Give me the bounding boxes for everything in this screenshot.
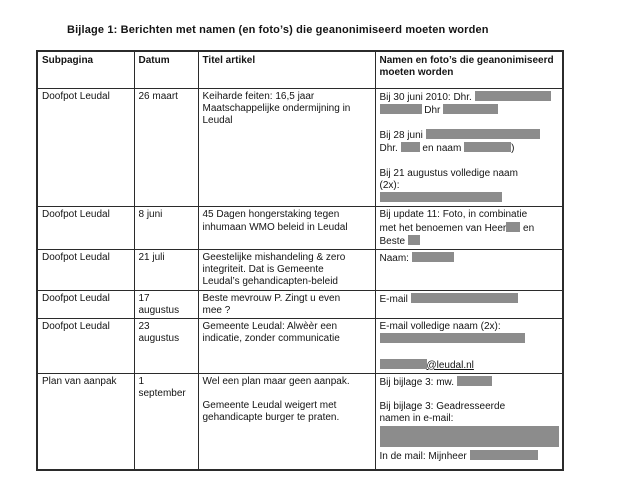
text-line [139,209,195,221]
cell-titel-artikel [198,249,375,290]
text-line [42,209,131,221]
text-line [380,359,559,372]
column-header-titel-artikel: Titel artikel [198,51,375,88]
text-fragment: namen in e-mail: [379,413,454,425]
text-line [203,115,372,127]
text-line [203,305,372,317]
text-line [203,400,372,412]
text-fragment: Doofpot Leudal [42,292,110,304]
text-line [203,209,372,221]
text-line [139,293,195,305]
text-line [380,389,559,401]
redaction-bar [380,426,559,447]
cell-subpagina [37,373,134,470]
table-row [37,207,563,250]
cell-namen-geanonimiseerd [375,249,563,290]
cell-namen-geanonimiseerd [375,373,563,470]
text-fragment: Doofpot Leudal [42,320,110,332]
text-line [203,293,372,305]
text-line [42,91,131,103]
redaction-bar [411,293,518,303]
text-line [203,252,372,264]
header-row [37,51,563,88]
text-fragment: Bij bijlage 3: mw. [379,376,457,388]
text-fragment: Bij 28 juni [379,130,426,142]
redaction-bar [464,142,511,152]
text-line [203,388,372,400]
text-fragment: met het benoemen van Heer [379,222,507,234]
text-line [380,333,559,346]
text-line [380,209,559,221]
cell-namen-geanonimiseerd [375,290,563,318]
column-header-namen-en-foto-s-die-geanonimiseerd-moeten-worden: Namen en foto’s die geanonimiseerd moeten worden [375,51,563,88]
cell-titel-artikel [198,318,375,373]
text-fragment: mee ? [202,304,231,316]
cell-namen-geanonimiseerd [375,318,563,373]
cell-titel-artikel [198,290,375,318]
cell-subpagina [37,207,134,250]
text-fragment: 26 maart [138,90,178,102]
text-fragment: Doofpot Leudal [42,251,110,263]
anonymization-table [36,50,564,471]
text-fragment: E-mail volledige naam (2x): [379,320,501,332]
redaction-bar [380,333,525,343]
text-fragment: augustus [138,304,180,316]
text-line [139,333,195,345]
text-line [380,413,559,425]
redaction-bar [506,222,520,232]
text-line [42,293,131,305]
text-fragment: indicatie, zonder communicatie [202,333,340,345]
cell-titel-artikel [198,88,375,207]
cell-datum [134,207,198,250]
text-line [380,117,559,129]
text-line [380,293,559,306]
text-line [203,333,372,345]
table-row [37,373,563,470]
text-fragment: Bij 30 juni 2010: Dhr. [379,91,475,103]
text-line [139,305,195,317]
redaction-bar [380,104,422,114]
text-fragment: en naam [419,143,465,155]
redaction-bar [475,91,551,101]
text-fragment: Doofpot Leudal [42,209,110,221]
text-line [380,376,559,389]
redaction-bar [457,376,492,386]
text-line [380,222,559,235]
text-line [203,276,372,288]
text-line [380,235,559,248]
text-line [203,91,372,103]
table-row [37,318,563,373]
text-line [139,388,195,400]
cell-titel-artikel [198,207,375,250]
text-fragment: In de mail: Mijnheer [379,450,470,462]
text-fragment: (2x): [379,179,400,191]
text-fragment: Gemeente Leudal: Alwèèr een [202,320,338,332]
text-line [42,321,131,333]
text-fragment: Dhr [421,104,444,116]
table-row [37,249,563,290]
text-fragment: integriteit. Dat is Gemeente [202,264,324,276]
cell-namen-geanonimiseerd [375,88,563,207]
text-line [42,376,131,388]
text-line [380,321,559,333]
cell-namen-geanonimiseerd [375,207,563,250]
text-line [203,264,372,276]
page-title: Bijlage 1: Berichten met namen (en foto’s) die geanonimiseerd moeten worden [67,24,489,36]
text-line [380,426,559,450]
text-fragment: gehandicapte burger te praten. [202,412,340,424]
text-fragment: Naam: [379,252,412,264]
text-line [203,321,372,333]
redaction-bar [380,359,427,369]
text-fragment: Maatschappelijke ondermijning in [202,102,351,114]
cell-titel-artikel [198,373,375,470]
text-line [380,346,559,358]
text-fragment: Leudal’s gehandicapten-beleid [202,276,338,288]
text-line [380,142,559,155]
text-fragment: 23 [138,320,150,332]
text-fragment: Bij 21 augustus volledige naam [379,167,518,179]
text-fragment: en [520,222,535,234]
text-line [380,104,559,117]
column-header-subpagina: Subpagina [37,51,134,88]
text-line [203,103,372,115]
text-line [380,192,559,205]
text-line [139,321,195,333]
text-line [380,401,559,413]
text-line [139,252,195,264]
redaction-bar [401,142,420,152]
text-fragment: Bij update 11: Foto, in combinatie [379,209,528,221]
redaction-bar [470,450,538,460]
text-line [380,450,559,463]
text-fragment: augustus [138,333,180,345]
text-fragment: Dhr. [379,143,401,155]
cell-datum [134,249,198,290]
table-row [37,88,563,207]
text-fragment: inhumaan WMO beleid in Leudal [202,221,348,233]
redaction-bar [380,192,502,202]
cell-subpagina [37,249,134,290]
column-header-datum: Datum [134,51,198,88]
text-line [380,252,559,265]
text-fragment: Bij bijlage 3: Geadresseerde [379,401,506,413]
cell-subpagina [37,290,134,318]
redaction-bar [426,129,540,139]
cell-datum [134,373,198,470]
text-fragment: Geestelijke mishandeling & zero [202,251,346,263]
text-line [380,180,559,192]
text-fragment: Leudal [202,114,233,126]
text-fragment: Wel een plan maar geen aanpak. [202,375,350,387]
text-fragment: Beste mevrouw P. Zingt u even [202,292,341,304]
text-fragment: E-mail [379,293,411,305]
cell-datum [134,290,198,318]
cell-datum [134,88,198,207]
text-fragment: 8 juni [138,209,163,221]
text-fragment: 1 [138,375,145,387]
text-line [42,252,131,264]
text-fragment: Plan van aanpak [42,375,117,387]
text-fragment: 45 Dagen hongerstaking tegen [202,209,340,221]
text-fragment: ) [511,143,515,155]
text-line [203,376,372,388]
text-fragment: Beste [379,235,408,247]
table-body [37,88,563,470]
text-line [203,222,372,234]
text-fragment: 17 [138,292,150,304]
text-fragment: september [138,387,186,399]
cell-subpagina [37,318,134,373]
text-fragment: 21 juli [138,251,165,263]
redaction-bar [443,104,498,114]
text-line [203,412,372,424]
text-fragment: Keiharde feiten: 16,5 jaar [202,90,315,102]
redaction-bar [408,235,420,245]
text-line [139,91,195,103]
text-line [380,168,559,180]
email-domain-text: @leudal.nl [426,359,474,371]
table-row [37,290,563,318]
text-line [380,129,559,142]
text-line [380,156,559,168]
text-line [139,376,195,388]
text-fragment: Gemeente Leudal weigert met [202,400,337,412]
redaction-bar [412,252,454,262]
cell-datum [134,318,198,373]
text-fragment: Doofpot Leudal [42,90,110,102]
text-line [380,91,559,104]
cell-subpagina [37,88,134,207]
